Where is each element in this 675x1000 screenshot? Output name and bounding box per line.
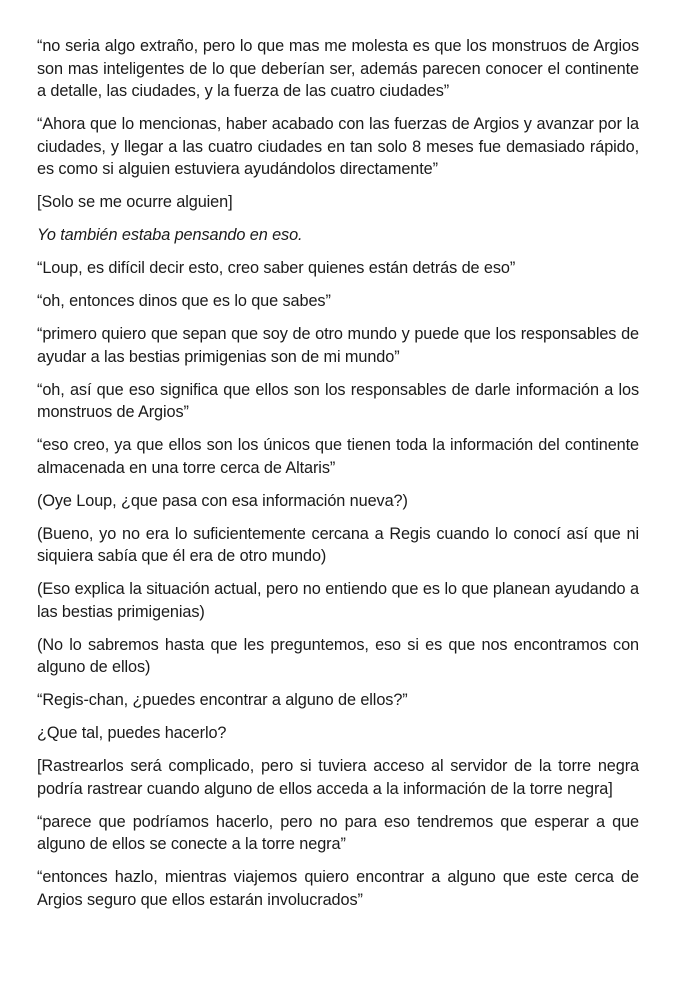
paragraph: “oh, entonces dinos que es lo que sabes” <box>37 292 331 310</box>
paragraph: “Ahora que lo mencionas, haber acabado con las fuerzas de Argios y avanzar por la ciudades, y llegar a las cuatro ciudades en tan solo 8 meses fue demasiado rápido, es como si alguien estuviera ayudándolos directamente” <box>37 115 639 178</box>
paragraph: [Solo se me ocurre alguien] <box>37 193 233 211</box>
paragraph: (Bueno, yo no era lo suficientemente cercana a Regis cuando lo conocí así que ni siquiera sabía que él era de otro mundo) <box>37 524 639 565</box>
paragraph: “entonces hazlo, mientras viajemos quiero encontrar a alguno que este cerca de Argios seguro que ellos estarán involucrados” <box>37 868 639 909</box>
paragraph: (No lo sabremos hasta que les preguntemos, eso si es que nos encontramos con alguno de ellos) <box>37 635 639 676</box>
paragraph: [Rastrearlos será complicado, pero si tuviera acceso al servidor de la torre negra podría rastrear cuando alguno de ellos acceda a la información de la torre negra] <box>37 757 639 798</box>
paragraph: “Loup, es difícil decir esto, creo saber quienes están detrás de eso” <box>37 259 516 277</box>
paragraph: “oh, así que eso significa que ellos son los responsables de darle información a los monstruos de Argios” <box>37 380 639 421</box>
paragraph-italic: Yo también estaba pensando en eso. <box>37 226 303 244</box>
paragraph: (Eso explica la situación actual, pero no entiendo que es lo que planean ayudando a las bestias primigenias) <box>37 580 639 621</box>
paragraph: (Oye Loup, ¿que pasa con esa información nueva?) <box>37 491 408 510</box>
paragraph: ¿Que tal, puedes hacerlo? <box>37 724 227 742</box>
paragraph: “primero quiero que sepan que soy de otro mundo y puede que los responsables de ayudar a las bestias primigenias son de mi mundo” <box>37 325 639 366</box>
document-page <box>37 35 639 922</box>
paragraph: “Regis-chan, ¿puedes encontrar a alguno de ellos?” <box>37 691 408 709</box>
paragraph: “eso creo, ya que ellos son los únicos que tienen toda la información del continente almacenada en una torre cerca de Altaris” <box>37 436 639 477</box>
paragraph: “parece que podríamos hacerlo, pero no para eso tendremos que esperar a que alguno de ellos se conecte a la torre negra” <box>37 812 639 853</box>
paragraph: “no seria algo extraño, pero lo que mas me molesta es que los monstruos de Argios son mas inteligentes de lo que deberían ser, además parecen conocer el continente a detalle, las ciudades, y la fuerza de las cuatro ciudades” <box>37 37 639 100</box>
